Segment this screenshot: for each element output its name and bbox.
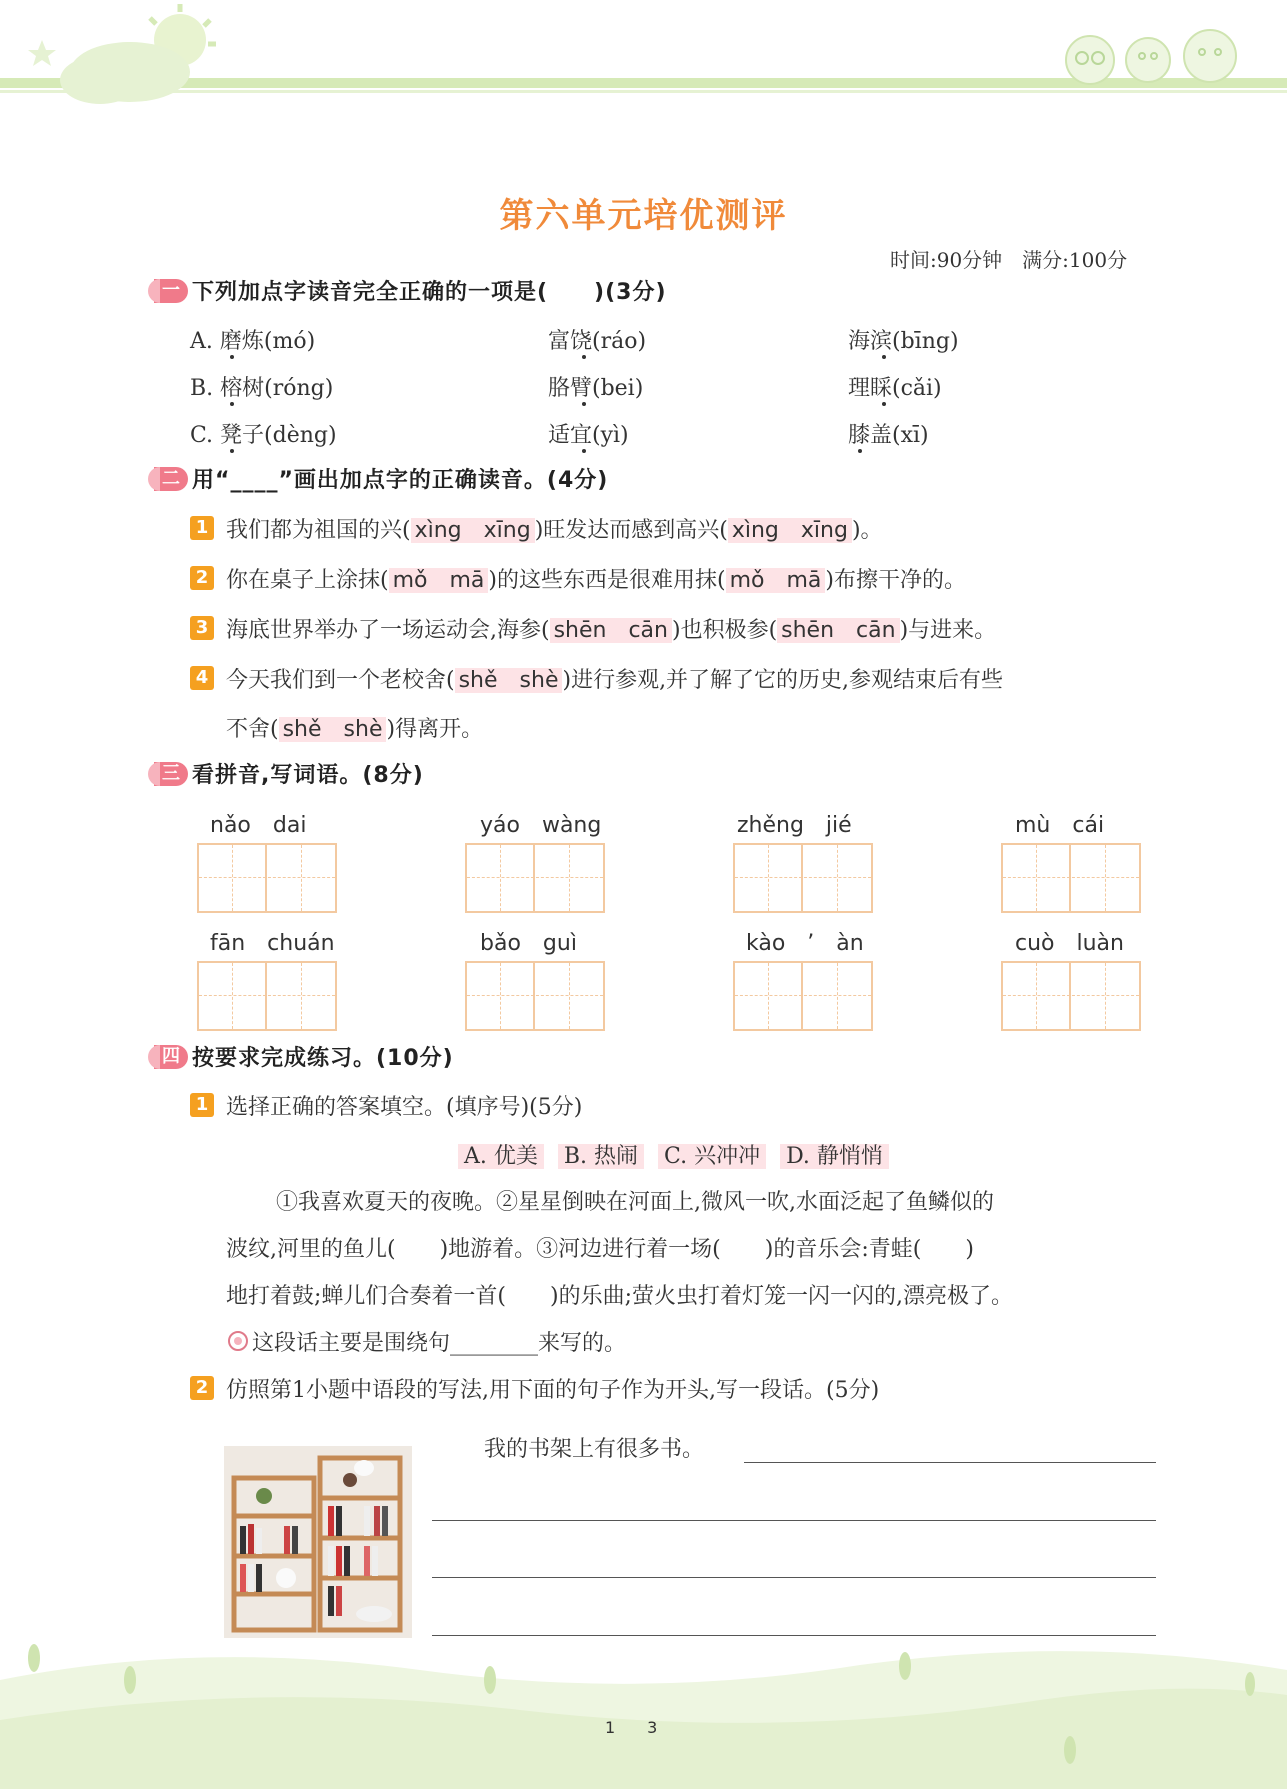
choice-a: A. 优美	[458, 1144, 544, 1169]
answer-line[interactable]	[432, 1577, 1156, 1578]
choice-d: D. 静悄悄	[780, 1144, 889, 1169]
writing-grid[interactable]	[733, 843, 873, 913]
emphasis-dot	[858, 449, 862, 453]
writing-grid[interactable]	[733, 961, 873, 1031]
emphasis-dot	[882, 355, 886, 359]
question-2-4-continued: 不舍( shě shè )得离开。	[226, 717, 484, 742]
question-2-4: 今天我们到一个老校舍( shě shè )进行参观,并了解了它的历史,参观结束后有些	[226, 668, 1004, 693]
section-title-2: 用“____”画出加点字的正确读音。(4分)	[192, 468, 609, 493]
pinyin-8: cuò luàn	[1015, 931, 1124, 956]
question-number-2: 2	[190, 1376, 214, 1400]
writing-grid[interactable]	[197, 843, 337, 913]
pinyin-7: kào ’ àn	[746, 931, 864, 956]
section-badge-2: 二	[154, 467, 188, 491]
question-2-3: 海底世界举办了一场运动会,海参( shēn cān )也积极参( shēn cān )与进来。	[226, 618, 997, 643]
section-badge-4: 四	[154, 1045, 188, 1069]
pinyin-1: nǎo dai	[210, 813, 307, 838]
page-title: 第六单元培优测评	[499, 196, 788, 236]
section-title-1: 下列加点字读音完全正确的一项是( )(3分)	[192, 280, 667, 305]
question-2-2: 你在桌子上涂抹( mǒ mā )的这些东西是很难用抹( mǒ mā )布擦干净的。	[226, 568, 966, 593]
question-number-1: 1	[190, 1093, 214, 1117]
pinyin-2: yáo wàng	[480, 813, 602, 838]
question-number-2: 2	[190, 566, 214, 590]
answer-line[interactable]	[432, 1520, 1156, 1521]
section-badge-1: 一	[154, 279, 188, 303]
option-c-1: C. 凳子(dèng)	[190, 423, 337, 448]
emphasis-dot	[582, 355, 586, 359]
bookshelf-image	[224, 1446, 412, 1638]
pinyin-6: bǎo guì	[480, 931, 577, 956]
pinyin-4: mù cái	[1015, 813, 1105, 838]
emphasis-dot	[230, 449, 234, 453]
question-number-4: 4	[190, 666, 214, 690]
emphasis-dot	[230, 402, 234, 406]
start-sentence: 我的书架上有很多书。	[484, 1437, 705, 1462]
question-number-1: 1	[190, 516, 214, 540]
emphasis-dot	[882, 402, 886, 406]
emphasis-dot	[582, 402, 586, 406]
paragraph-line-3: 地打着鼓;蝉儿们合奏着一首( )的乐曲;萤火虫打着灯笼一闪一闪的,漂亮极了。	[226, 1284, 1013, 1309]
section-title-4: 按要求完成练习。(10分)	[192, 1046, 454, 1071]
page-number: 1 3	[605, 1718, 658, 1737]
option-a-1: A. 磨炼(mó)	[190, 329, 316, 354]
emphasis-dot	[582, 449, 586, 453]
pinyin-5: fān chuán	[210, 931, 335, 956]
writing-grid[interactable]	[465, 843, 605, 913]
writing-grid[interactable]	[1001, 843, 1141, 913]
section-badge-3: 三	[154, 762, 188, 786]
paragraph-line-4: 这段话主要是围绕句________来写的。	[252, 1331, 627, 1356]
answer-line[interactable]	[744, 1462, 1156, 1463]
question-4-1: 选择正确的答案填空。(填序号)(5分)	[226, 1095, 583, 1120]
question-2-1: 我们都为祖国的兴( xìng xīng )旺发达而感到高兴( xìng xīng )。	[226, 518, 883, 543]
time-score-info: 时间:90分钟 满分:100分	[890, 248, 1128, 272]
paragraph-line-1: ①我喜欢夏天的夜晚。②星星倒映在河面上,微风一吹,水面泛起了鱼鳞似的	[276, 1190, 994, 1215]
option-b-3: 理睬(cǎi)	[848, 376, 942, 401]
animal-faces-icon	[1060, 20, 1260, 90]
answer-line[interactable]	[432, 1635, 1156, 1636]
option-a-3: 海滨(bīng)	[848, 329, 959, 354]
section-title-3: 看拼音,写词语。(8分)	[192, 763, 424, 788]
option-c-3: 膝盖(xī)	[848, 423, 929, 448]
option-c-2: 适宜(yì)	[548, 423, 629, 448]
choice-list	[458, 1139, 903, 1170]
writing-grid[interactable]	[197, 961, 337, 1031]
paragraph-line-2: 波纹,河里的鱼儿( )地游着。③河边进行着一场( )的音乐会:青蛙( )	[226, 1237, 974, 1262]
option-b-1: B. 榕树(róng)	[190, 376, 334, 401]
choice-b: B. 热闹	[558, 1144, 644, 1169]
question-number-3: 3	[190, 616, 214, 640]
pinyin-3: zhěng jié	[737, 813, 852, 838]
option-a-2: 富饶(ráo)	[548, 329, 647, 354]
writing-grid[interactable]	[465, 961, 605, 1031]
question-4-2: 仿照第1小题中语段的写法,用下面的句子作为开头,写一段话。(5分)	[226, 1378, 880, 1403]
choice-c: C. 兴冲冲	[658, 1144, 766, 1169]
option-b-2: 胳臂(bei)	[548, 376, 644, 401]
sun-cloud-icon	[20, 0, 220, 112]
emphasis-dot	[230, 355, 234, 359]
flower-icon	[226, 1329, 250, 1353]
writing-grid[interactable]	[1001, 961, 1141, 1031]
